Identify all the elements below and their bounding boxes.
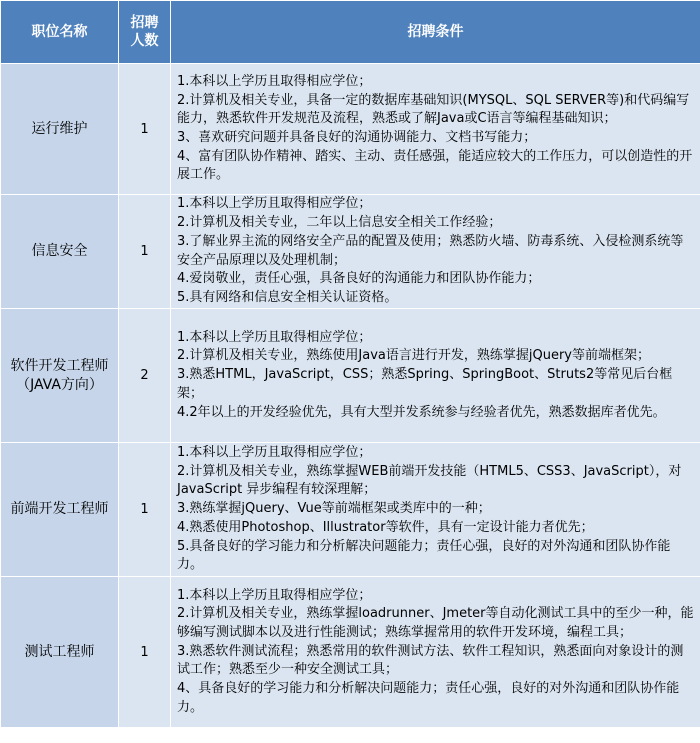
count-cell: 1 [119,577,171,728]
requirement-line: 2.计算机及相关专业，二年以上信息安全相关工作经验； [177,215,502,231]
count-cell: 1 [119,64,171,195]
header-count: 招聘 人数 [119,1,171,64]
requirement-line: 3.了解业界主流的网络安全产品的配置及使用；熟悉防火墙、防毒系统、入侵检测系统等安全产品原理以及处理机制； [177,233,684,268]
table-row [1,195,700,309]
requirement-line: 4、富有团队协作精神、踏实、主动、责任感强，能适应较大的工作压力，可以创造性的开展工作。 [177,148,693,183]
requirement-line: 3.熟悉软件测试流程；熟悉常用的软件测试方法、软件工程知识，熟悉面向对象设计的测试工作；熟悉至少一种安全测试工具； [177,643,684,678]
position-cell: 信息安全 [1,195,119,309]
requirement-line: 4.爱岗敬业，责任心强，具备良好的沟通能力和团队协作能力； [177,271,541,287]
requirements-cell [171,577,700,728]
requirements-cell [171,64,700,195]
header-row [1,1,700,64]
table-row [1,64,700,195]
header-position: 职位名称 [1,1,119,64]
requirement-line: 2.计算机及相关专业，熟练掌握loadrunner、Jmeter等自动化测试工具中的至少一种，能够编写测试脚本以及进行性能测试；熟练掌握常用的软件开发环境，编程工具； [177,606,694,640]
position-cell: 测试工程师 [1,577,119,728]
requirements-cell [171,195,700,309]
requirement-line: 3.熟练掌握jQuery、Vue等前端框架或类库中的一种； [177,501,491,517]
position-cell: 软件开发工程师（JAVA方向） [1,309,119,443]
count-cell: 1 [119,195,171,309]
requirement-line: 5.具备良好的学习能力和分析解决问题能力；责任心强，良好的对外沟通和团队协作能力。 [177,538,671,573]
requirement-line: 4.2年以上的开发经验优先，具有大型并发系统参与经验者优先，熟悉数据库者优先。 [177,404,666,420]
requirement-line: 2.计算机及相关专业，具备一定的数据库基础知识(MYSQL、SQL SERVER等)和代码编写能力，熟悉软件开发规范及流程，熟悉或了解Java或C语言等编程基础知识； [177,92,690,127]
requirement-line: 3、喜欢研究问题并具备良好的沟通协调能力、文档书写能力； [177,130,537,145]
requirement-line: 1.本科以上学历且取得相应学位； [177,73,372,89]
position-cell: 运行维护 [1,64,119,195]
requirement-line: 1.本科以上学历且取得相应学位； [177,329,372,345]
count-cell: 1 [119,443,171,577]
requirement-line: 2.计算机及相关专业，熟练使用Java语言进行开发，熟练掌握jQuery等前端框架； [177,348,650,364]
table-row [1,443,700,577]
header-requirements: 招聘条件 [171,1,700,64]
table-row [1,309,700,443]
requirements-cell [171,443,700,577]
requirement-line: 4、具备良好的学习能力和分析解决问题能力；责任心强，良好的对外沟通和团队协作能力。 [177,681,680,715]
requirement-line: 5.具有网络和信息安全相关认证资格。 [177,289,398,305]
count-cell: 2 [119,309,171,443]
requirement-line: 1.本科以上学历且取得相应学位； [177,196,372,212]
requirement-line: 1.本科以上学历且取得相应学位； [177,445,372,461]
requirements-cell [171,309,700,443]
requirement-line: 3.熟悉HTML，JavaScript，CSS；熟悉Spring、SpringBoot、Struts2等常见后台框架； [177,367,673,401]
requirement-line: 2.计算机及相关专业，熟练掌握WEB前端开发技能（HTML5、CSS3、JavaScript），对 JavaScript 异步编程有较深理解； [177,463,682,498]
position-cell: 前端开发工程师 [1,443,119,577]
table-row [1,577,700,728]
requirement-line: 4.熟悉使用Photoshop、Illustrator等软件，具有一定设计能力者优先； [177,519,594,535]
requirement-line: 1.本科以上学历且取得相应学位； [177,587,372,603]
